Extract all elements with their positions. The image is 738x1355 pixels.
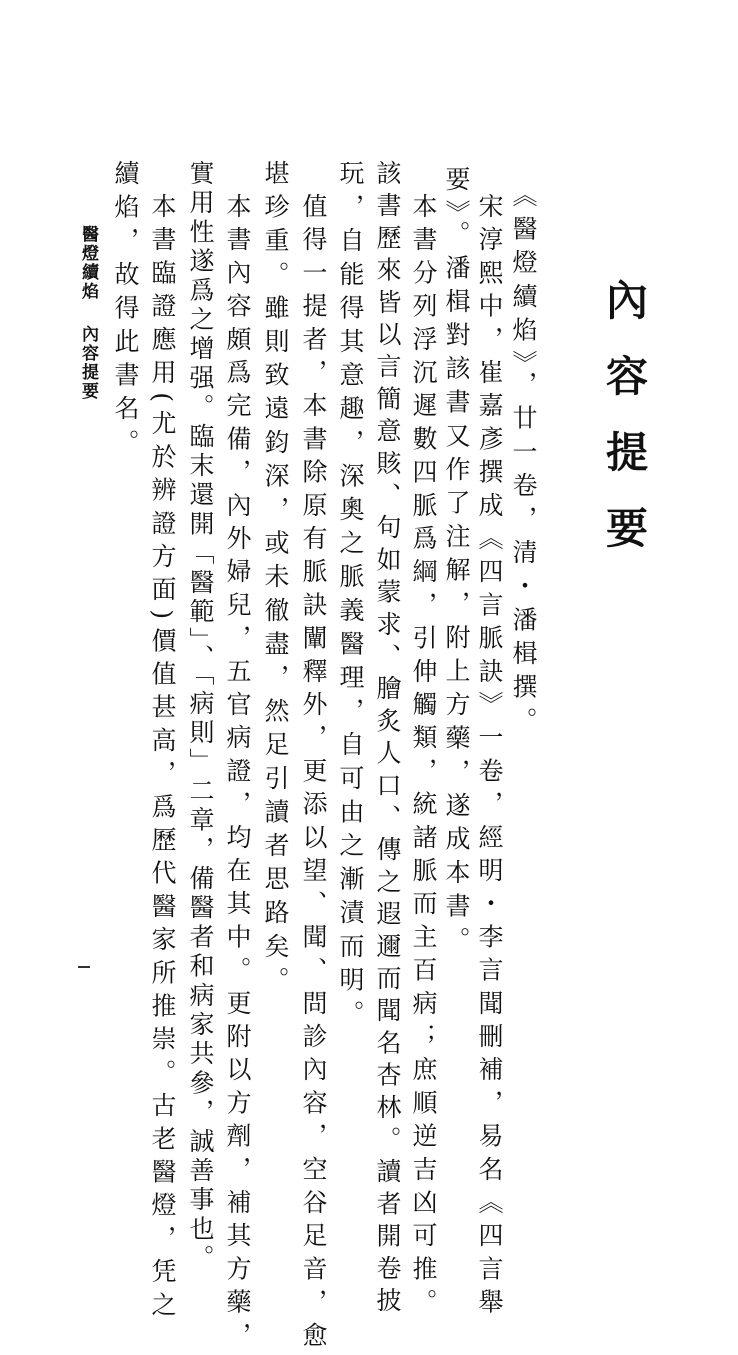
scan-mark — [78, 966, 90, 968]
text-column: 實用性遂爲之增强。臨末還開「醫範」、「病則」二章，備醫者和病家共參，誠善事也。 — [186, 160, 215, 1274]
page-title: 內容提要 — [600, 278, 649, 582]
text-column: 玩，自能得其意趣，深奧之脈義醫理，自可由之漸漬而明。 — [336, 160, 365, 1034]
footer-section: 內容提要 — [78, 324, 98, 401]
text-column: 《醫燈續焰》，廿一卷，清・潘楫撰。 — [509, 182, 538, 741]
footer-book-title: 醫燈續焰 — [78, 225, 98, 301]
text-column: 本書臨證應用(尤於辨證方面)價值甚高，爲歷代醫家所推崇。古老醫燈，凭之 — [148, 193, 177, 1325]
text-column: 本書內容頗爲完備，內外婦兒，五官病證，均在其中。更附以方劑，補其方藥， — [223, 193, 252, 1355]
text-column: 該書歷來皆以言簡意賅、句如蒙求、膾炙人口、傳之遐邇而聞名杏林。讀者開卷披 — [373, 160, 402, 1320]
text-column: 續焰，故得此書名。 — [111, 160, 140, 463]
text-column: 本書分列浮沉遲數四脈爲綱，引伸觸類，統諸脈而主百病；庶順逆吉凶可推。 — [409, 193, 438, 1322]
text-column: 要》。潘楫對該書又作了注解，附上方藥，遂成本書。 — [442, 166, 471, 960]
text-column: 值得一提者，本書除原有脈訣闡釋外，更添以望、聞、問診內容，空谷足音，愈 — [299, 193, 328, 1355]
running-footer — [76, 225, 101, 401]
text-column: 堪珍重。雖則致遠鈞深，或未徹盡，然足引讀者思路矣。 — [261, 160, 290, 1000]
text-column: 宋淳熙中，崔嘉彥撰成《四言脈訣》一卷，經明・李言聞刪補，易名《四言舉 — [475, 193, 504, 1322]
